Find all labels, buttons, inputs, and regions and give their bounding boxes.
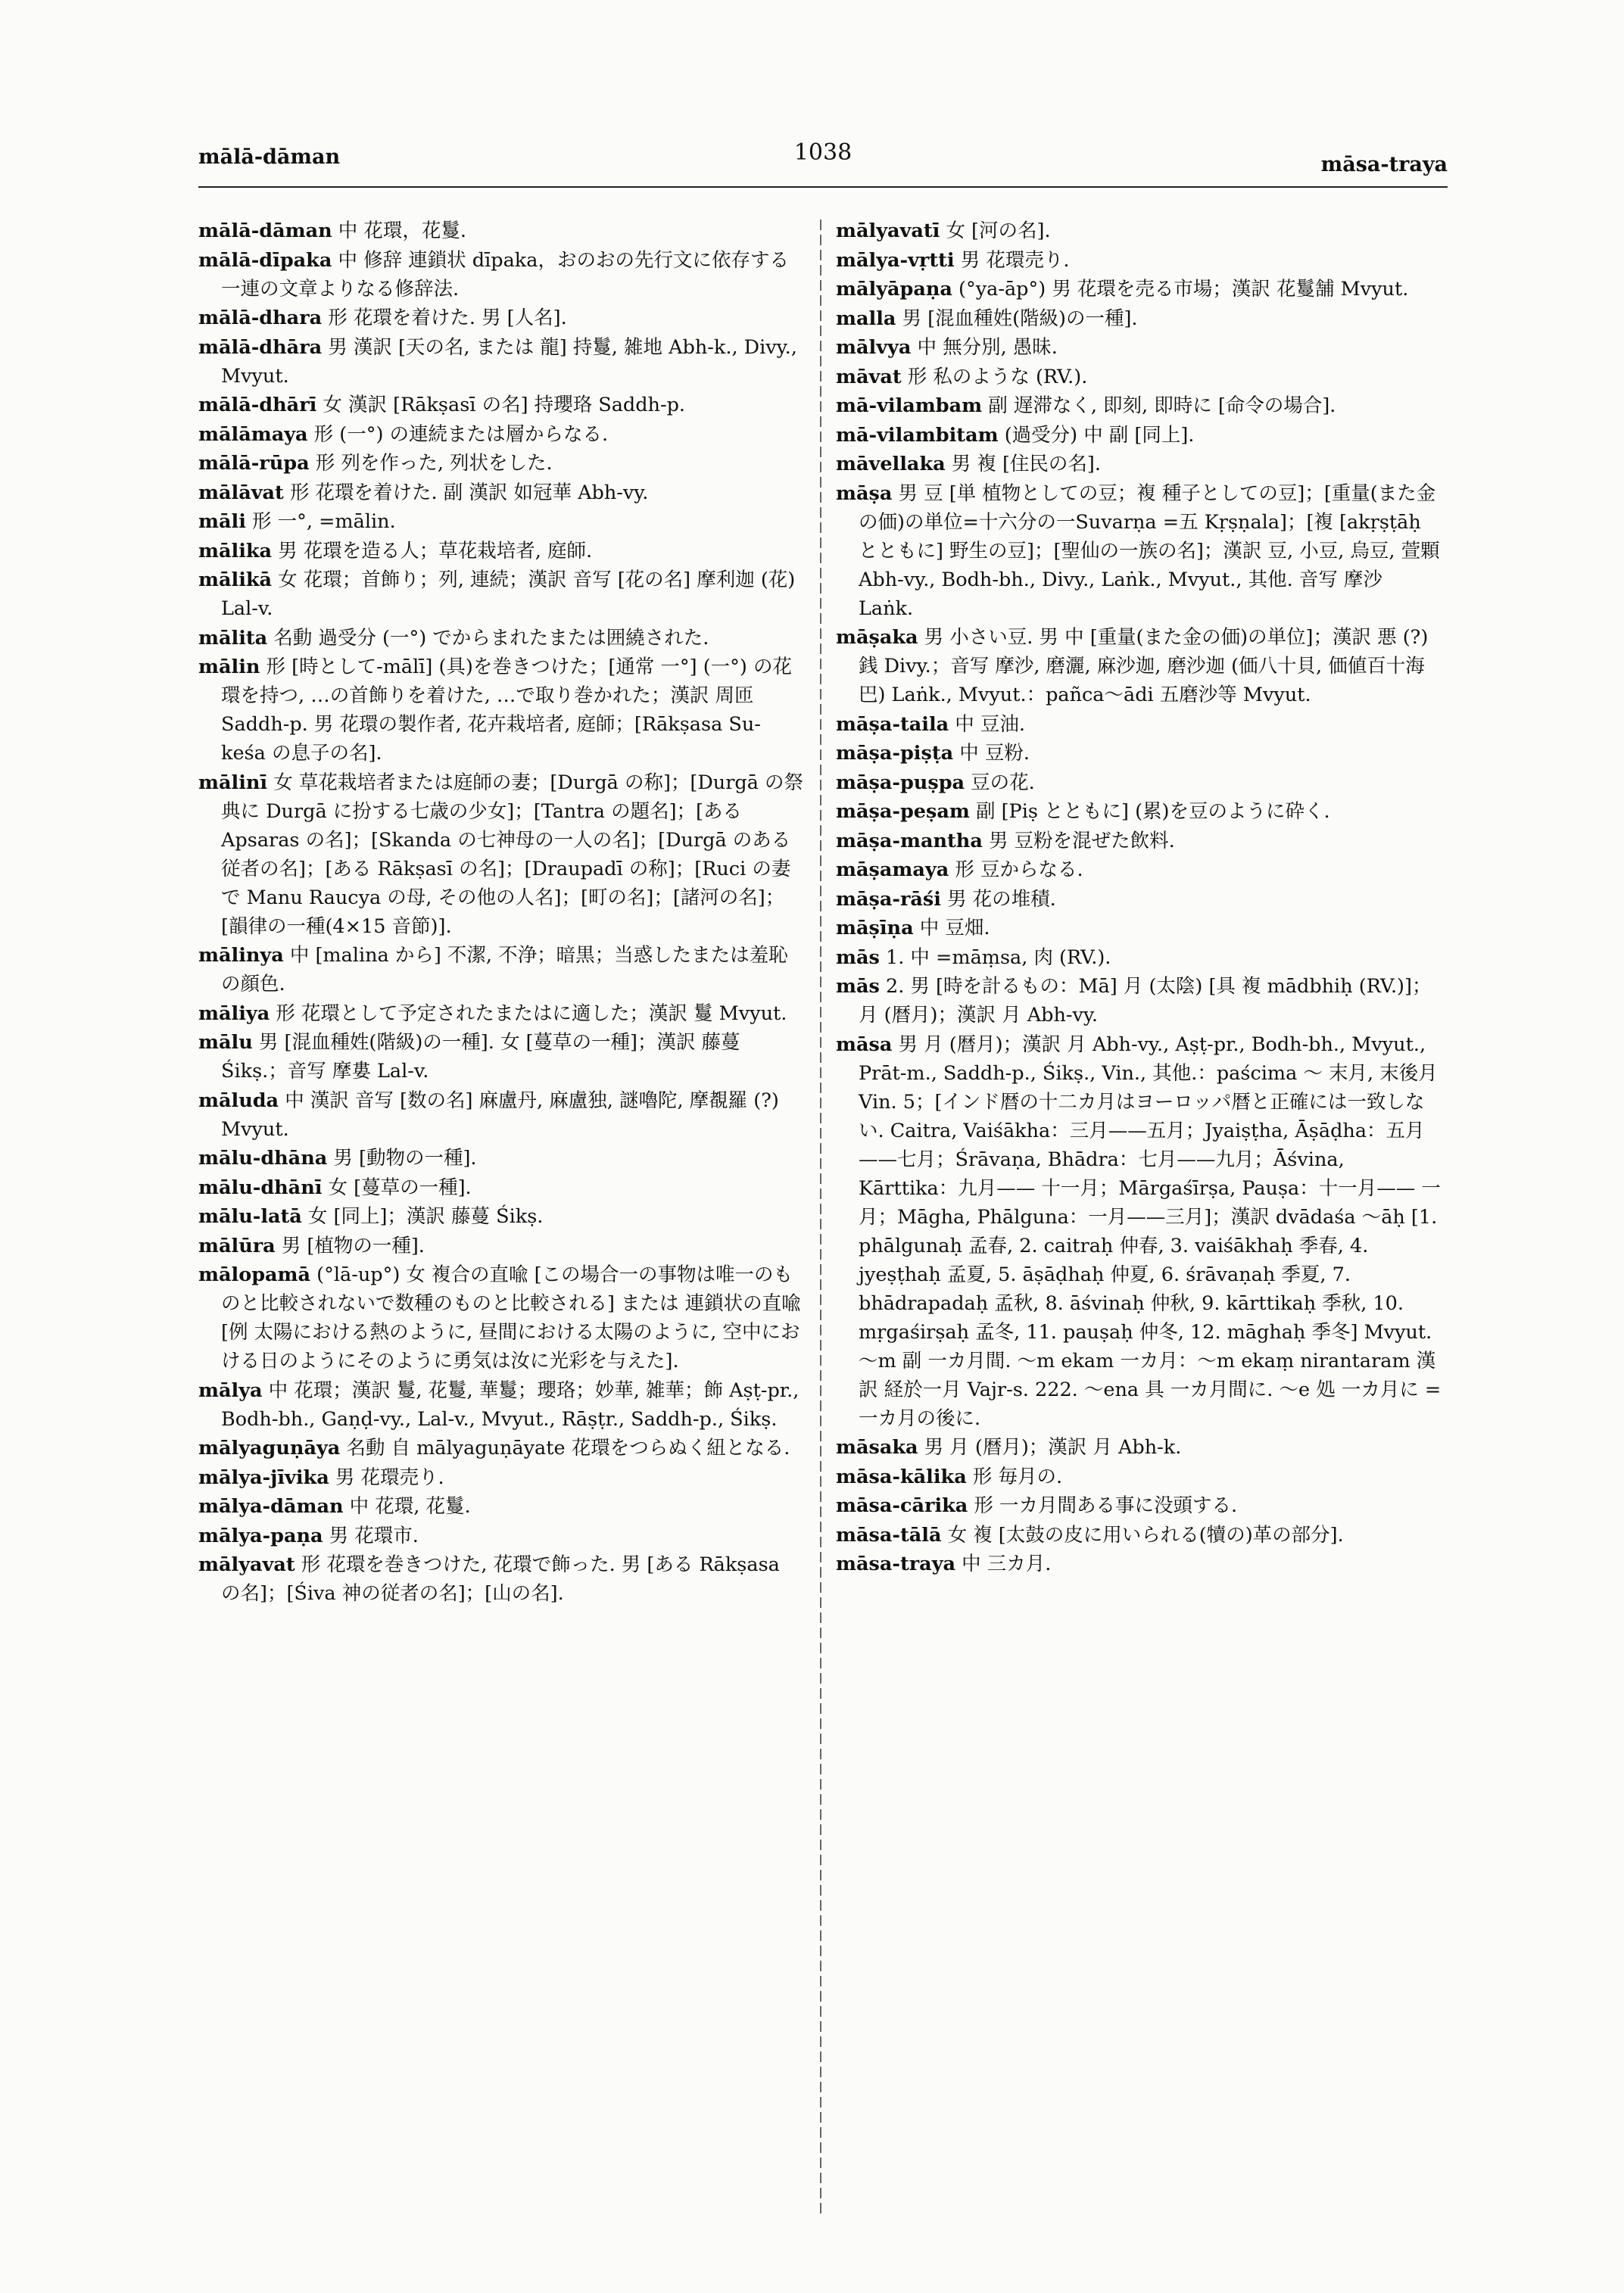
entry-definition: 男 月 (暦月)；漢訳 月 Abh-vy., Aṣṭ-pr., Bodh-bh., Mvyut., Prāt-m., Saddh-p., Śikṣ., Vin., 其他.：paścima ～ 末月, 末後月 Vin. 5；[インド暦の十二カ月はヨーロッパ暦と正確には一致しない. Caitra, Vaiśākha：三月——五月；Jyaiṣṭha, Āṣāḍha：五月——七月；Śrāvaṇa, Bhādra：七月——九月；Āśvina, Kārttika：九月—— 十一月；Mārgaśīrṣa, Pauṣa：十一月—— 一月；Māgha, Phālguna：一月——三月]；漢訳 dvādaśa ～āḥ [1. phālgunaḥ 孟春, 2. caitraḥ 仲春, 3. vaiśākhaḥ 季春, 4. jyeṣṭhaḥ 孟夏, 5. āṣāḍhaḥ 仲夏, 6. śrāvaṇaḥ 季夏, 7. bhādrapadaḥ 孟秋, 8. āśvinaḥ 仲秋, 9. kārttikaḥ 季秋, 10. mṛgaśirṣaḥ 孟冬, 11. pauṣaḥ 仲冬, 12. māghaḥ 季冬] Mvyut. ～m 副 一カ月間. ～m ekam 一カ月：～m ekaṃ nirantaram 漢訳 経於一月 Vajr-s. 222. ～ena 具 一カ月間に. ～e 処 一カ月に =一カ月の後に. <box>859 1033 1442 1430</box>
dictionary-entry <box>836 479 1442 623</box>
dictionary-entry <box>836 943 1442 972</box>
entry-headword: mālā-dhāra <box>198 335 323 359</box>
entry-definition: 男 [動物の一種]. <box>327 1147 477 1170</box>
dictionary-entry <box>198 449 804 478</box>
entry-headword: mālu-dhāna <box>198 1147 328 1170</box>
dictionary-entry <box>198 1522 804 1550</box>
entry-definition: 中 花環，花鬘. <box>332 220 467 242</box>
page-number: 1038 <box>793 139 853 166</box>
entry-definition: 男 複 [住民の名]. <box>945 453 1101 475</box>
entry-headword: mālāmaya <box>198 422 308 446</box>
entry-definition: 中 豆畑. <box>913 917 990 939</box>
column-divider <box>820 220 821 2218</box>
entry-definition: 男 花環売り. <box>954 248 1070 272</box>
entry-definition: 男 花環を造る人；草花栽培者, 庭師. <box>272 539 593 562</box>
left-column <box>198 217 804 1609</box>
entry-headword: māsa-tālā <box>836 1523 942 1547</box>
entry-headword: mālu <box>198 1031 253 1054</box>
header-rule <box>198 186 1448 188</box>
dictionary-entry <box>198 391 804 419</box>
entry-headword: māṣa-peṣam <box>836 800 970 823</box>
entry-headword: māṣaka <box>836 626 918 649</box>
running-header <box>198 139 1448 182</box>
dictionary-entry <box>836 1030 1442 1433</box>
entry-definition: 女 [河の名]. <box>940 220 1051 242</box>
entry-definition: 副 [Piṣ とともに] (累)を豆のように砕く. <box>969 800 1330 823</box>
entry-definition: 男 豆 [単 植物としての豆；複 種子としての豆]；[重量(また金の価)の単位=十六分の一Suvarṇa =五 Kṛṣṇala]；[複 [akṛṣṭāḥ とともに] 野生の豆]；[聖仙の一族の名]；漢訳 豆, 小豆, 烏豆, 萱顆 Abh-vy., Bodh-bh., Divy., Laṅk., Mvyut., 其他. 音写 摩沙 Laṅk. <box>859 481 1440 620</box>
dictionary-entry <box>836 1463 1442 1491</box>
entry-definition: 男 小さい豆. 男 中 [重量(また金の価)の単位]；漢訳 悪 (?) 銭 Divy.；音写 摩沙, 磨灑, 麻沙迦, 磨沙迦 (価八十貝, 価値百十海巴) Laṅk., Mvyut.：pañca～ādi 五磨沙等 Mvyut. <box>859 626 1429 706</box>
header-left-guideword: mālā-dāman <box>198 145 341 169</box>
entry-definition: 形 毎月の. <box>966 1465 1063 1488</box>
entry-definition: 豆の花. <box>965 771 1035 794</box>
entry-definition: 中 無分別, 愚昧. <box>911 336 1058 359</box>
dictionary-entry <box>836 421 1442 450</box>
entry-definition: 形 (一°) の連続または層からなる. <box>307 422 609 446</box>
entry-headword: mālūra <box>198 1234 276 1257</box>
entry-headword: māli <box>198 510 246 533</box>
entry-headword: mālinī <box>198 771 268 794</box>
dictionary-entry <box>836 739 1442 768</box>
header-right-guideword: māsa-traya <box>1320 153 1448 176</box>
entry-definition: 中 花環, 花鬘. <box>343 1495 471 1518</box>
entry-definition: 中 豆粉. <box>953 742 1030 765</box>
entry-headword: mālya-paṇa <box>198 1524 323 1547</box>
dictionary-entry <box>836 855 1442 884</box>
dictionary-entry <box>198 1492 804 1521</box>
entry-headword: mālya-dāman <box>198 1495 344 1518</box>
entry-definition: 形 一°, =mālin. <box>245 510 396 533</box>
dictionary-entry <box>198 1202 804 1231</box>
dictionary-entry <box>836 1491 1442 1520</box>
dictionary-entry <box>198 1086 804 1144</box>
entry-headword: mālya-vṛtti <box>836 248 955 272</box>
entry-definition: 形 列を作った, 列状をした. <box>309 452 553 475</box>
entry-headword: mās <box>836 946 880 969</box>
entry-headword: mālopamā <box>198 1263 311 1286</box>
entry-definition: 形 花環として予定されたまたはに適した；漢訳 鬘 Mvyut. <box>270 1002 787 1025</box>
entry-definition: 2. 男 [時を計るもの：Mā] 月 (太陰) [具 複 mādbhiḥ (RV.)]；月 (暦月)；漢訳 月 Abh-vy. <box>859 975 1432 1027</box>
dictionary-entry <box>836 333 1442 362</box>
entry-definition: 男 花の堆積. <box>940 887 1056 911</box>
entry-definition: 形 花環を着けた. 副 漢訳 如冠華 Abh-vy. <box>283 481 649 504</box>
entry-headword: mālyaguṇāya <box>198 1437 341 1460</box>
dictionary-entry <box>198 1173 804 1202</box>
entry-definition: 女 草花栽培者または庭師の妻；[Durgā の称]；[Durgā の祭典に Durgā に扮する七歳の少女]；[Tantra の題名]；[ある Apsaras の名]；[Skanda の七神母の一人の名]；[Durgā のある従者の名]；[ある Rākṣasī の名]；[Draupadī の称]；[Ruci の妻で Manu Raucya の母, その他の人名]；[町の名]；[諸河の名]；[韻律の一種(4×15 音節)]. <box>221 771 804 938</box>
dictionary-entry <box>198 304 804 332</box>
entry-definition: 形 花環を着けた. 男 [人名]. <box>322 307 567 329</box>
entry-headword: māluda <box>198 1089 279 1112</box>
entry-definition: 形 [時として-mālī] (具)を巻きつけた；[通常 一°] (一°) の花環を持つ, …の首飾りを着けた, …で取り巻かれた；漢訳 周匝 Saddh-p. 男 花環の製作者, 花卉栽培者, 庭師；[Rākṣasa Su-keśa の息子の名]. <box>221 656 792 765</box>
dictionary-entry <box>198 1376 804 1434</box>
dictionary-entry <box>198 537 804 565</box>
dictionary-entry <box>836 246 1442 275</box>
dictionary-entry <box>836 885 1442 914</box>
entry-headword: māsa-cārika <box>836 1494 968 1517</box>
dictionary-entry <box>198 1028 804 1086</box>
entry-definition: 中 豆油. <box>949 712 1025 736</box>
entry-definition: 中 花環；漢訳 鬘, 花鬘, 華鬘；瓔珞；妙華, 雑華；飾 Aṣṭ-pr., Bodh-bh., Gaṇḍ-vy., Lal-v., Mvyut., Rāṣṭr., Saddh-p., Śikṣ. <box>221 1379 800 1431</box>
dictionary-entry <box>836 710 1442 739</box>
entry-headword: māṣa-taila <box>836 712 949 736</box>
dictionary-entry <box>198 420 804 449</box>
dictionary-entry <box>198 1434 804 1463</box>
entry-headword: māsa-traya <box>836 1553 956 1575</box>
entry-headword: mālā-dhārī <box>198 394 317 416</box>
entry-headword: mālin <box>198 656 260 678</box>
entry-headword: māṣa-puṣpa <box>836 771 965 794</box>
entry-definition: 中 修辞 連鎖状 dīpaka，おのおの先行文に依存する一連の文章よりなる修辞法. <box>221 248 789 301</box>
entry-definition: 女 漢訳 [Rākṣasī の名] 持瓔珞 Saddh-p. <box>316 394 686 416</box>
right-column <box>836 217 1442 1579</box>
entry-definition: 1. 中 =māṃsa, 肉 (RV.). <box>879 946 1111 969</box>
entry-headword: mā-vilambam <box>836 394 983 417</box>
dictionary-entry <box>198 217 804 245</box>
entry-headword: mālā-rūpa <box>198 452 310 475</box>
entry-headword: māvellaka <box>836 453 946 475</box>
entry-definition: 形 一カ月間ある事に没頭する. <box>968 1494 1238 1517</box>
dictionary-entry <box>836 363 1442 391</box>
entry-headword: mālyavat <box>198 1553 295 1576</box>
entry-headword: māvat <box>836 365 902 388</box>
entry-headword: māsa-kālika <box>836 1465 967 1488</box>
entry-definition: 名動 自 mālyaguṇāyate 花環をつらぬく紐となる. <box>340 1437 790 1460</box>
entry-headword: mālāvat <box>198 481 284 504</box>
entry-headword: mālu-dhānī <box>198 1176 323 1199</box>
dictionary-entry <box>836 450 1442 478</box>
entry-definition: 男 花環市. <box>323 1524 419 1547</box>
dictionary-entry <box>836 217 1442 245</box>
entry-definition: 形 豆からなる. <box>949 858 1083 881</box>
dictionary-entry <box>836 797 1442 826</box>
dictionary-entry <box>198 507 804 536</box>
dictionary-entry <box>198 1463 804 1492</box>
dictionary-entry <box>198 1232 804 1260</box>
dictionary-entry <box>198 565 804 623</box>
entry-headword: mālā-dāman <box>198 220 332 242</box>
entry-definition: 名動 過受分 (一°) でからまれたまたは囲繞された. <box>267 626 709 650</box>
entry-headword: mālinya <box>198 944 284 967</box>
dictionary-entry <box>836 1433 1442 1462</box>
dictionary-entry <box>836 1521 1442 1550</box>
entry-headword: mālyavatī <box>836 220 940 242</box>
dictionary-entry <box>198 1144 804 1173</box>
dictionary-entry <box>198 624 804 653</box>
dictionary-entry <box>198 941 804 999</box>
dictionary-entry <box>836 827 1442 855</box>
dictionary-entry <box>836 1550 1442 1578</box>
dictionary-entry <box>198 478 804 507</box>
entry-headword: mālā-dhara <box>198 307 323 329</box>
entry-definition: 副 遅滞なく, 即刻, 即時に [命令の場合]. <box>982 394 1336 417</box>
dictionary-entry <box>198 653 804 768</box>
entry-headword: māṣa-rāśi <box>836 887 941 911</box>
entry-headword: māṣa-piṣṭa <box>836 742 954 765</box>
entry-headword: mālā-dīpaka <box>198 248 332 272</box>
dictionary-entry <box>198 333 804 391</box>
entry-headword: mālikā <box>198 569 273 591</box>
entry-headword: māṣa <box>836 481 893 505</box>
entry-definition: 男 豆粉を混ぜた飲料. <box>982 829 1175 852</box>
entry-headword: mālu-latā <box>198 1205 302 1228</box>
entry-definition: 男 花環売り. <box>329 1466 444 1489</box>
entry-headword: māliya <box>198 1002 270 1025</box>
entry-headword: māṣamaya <box>836 858 949 881</box>
entry-headword: māsa <box>836 1033 893 1056</box>
dictionary-entry <box>836 623 1442 709</box>
entry-definition: 男 月 (暦月)；漢訳 月 Abh-k. <box>918 1436 1182 1459</box>
dictionary-entry <box>836 275 1442 304</box>
entry-definition: 形 花環を巻きつけた, 花環で飾った. 男 [ある Rākṣasa の名]；[Śiva 神の従者の名]；[山の名]. <box>221 1553 780 1605</box>
entry-definition: 男 [混血種姓(階級)の一種]. <box>896 307 1138 330</box>
entry-definition: (°ya-āp°) 男 花環を売る市場；漢訳 花鬘舗 Mvyut. <box>952 278 1409 301</box>
dictionary-entry <box>198 999 804 1028</box>
dictionary-entry <box>836 768 1442 797</box>
entry-headword: mālyāpaṇa <box>836 278 952 301</box>
entry-headword: māṣīṇa <box>836 917 914 939</box>
entry-definition: 中 漢訳 音写 [数の名] 麻盧丹, 麻盧独, 謎嚕陀, 摩覩羅 (?) Mvyut. <box>221 1089 779 1141</box>
entry-headword: mālya <box>198 1379 263 1402</box>
entry-definition: 中 三カ月. <box>955 1553 1052 1575</box>
entry-definition: 男 [植物の一種]. <box>275 1234 425 1257</box>
entry-headword: mālya-jīvika <box>198 1466 329 1489</box>
entry-definition: 女 複 [太鼓の皮に用いられる(犢の)革の部分]. <box>941 1523 1344 1547</box>
entry-definition: 中 [malina から] 不潔, 不浄；暗黒；当惑したまたは羞恥の顔色. <box>221 944 788 995</box>
dictionary-entry <box>198 1260 804 1375</box>
entry-definition: 女 [蔓草の一種]. <box>322 1176 472 1199</box>
dictionary-entry <box>198 246 804 304</box>
entry-definition: 形 私のような (RV.). <box>901 365 1088 388</box>
entry-headword: mā-vilambitam <box>836 423 999 447</box>
entry-headword: mās <box>836 975 880 998</box>
entry-headword: mālita <box>198 626 268 650</box>
dictionary-entry <box>836 304 1442 333</box>
dictionary-entry <box>836 972 1442 1030</box>
entry-headword: mālika <box>198 539 273 562</box>
entry-headword: māṣa-mantha <box>836 829 983 852</box>
entry-definition: 女 [同上]；漢訳 藤蔓 Śikṣ. <box>301 1205 544 1228</box>
entry-definition: (過受分) 中 副 [同上]. <box>998 423 1195 447</box>
dictionary-entry <box>198 768 804 941</box>
entry-headword: malla <box>836 307 896 330</box>
entry-definition: 女 花環；首飾り；列, 連続；漢訳 音写 [花の名] 摩利迦 (花) Lal-v. <box>221 569 796 620</box>
dictionary-entry <box>198 1550 804 1608</box>
dictionary-entry <box>836 914 1442 942</box>
entry-definition: (°lā-up°) 女 複合の直喩 [この場合一の事物は唯一のものと比較されないで数種のものと比較される] または 連鎖状の直喩 [例 太陽における熱のように, 昼間における太陽のように, 空中における日のようにそのように勇気は汝に光彩を与えた]. <box>221 1263 801 1372</box>
entry-headword: māsaka <box>836 1436 918 1459</box>
entry-definition: 男 [混血種姓(階級)の一種]. 女 [蔓草の一種]；漢訳 藤蔓 Śikṣ.；音写 摩婁 Lal-v. <box>221 1031 740 1083</box>
entry-headword: mālvya <box>836 336 912 359</box>
entry-definition: 男 漢訳 [天の名, または 龍] 持鬘, 雑地 Abh-k., Divy., Mvyut. <box>221 335 797 388</box>
dictionary-entry <box>836 391 1442 420</box>
